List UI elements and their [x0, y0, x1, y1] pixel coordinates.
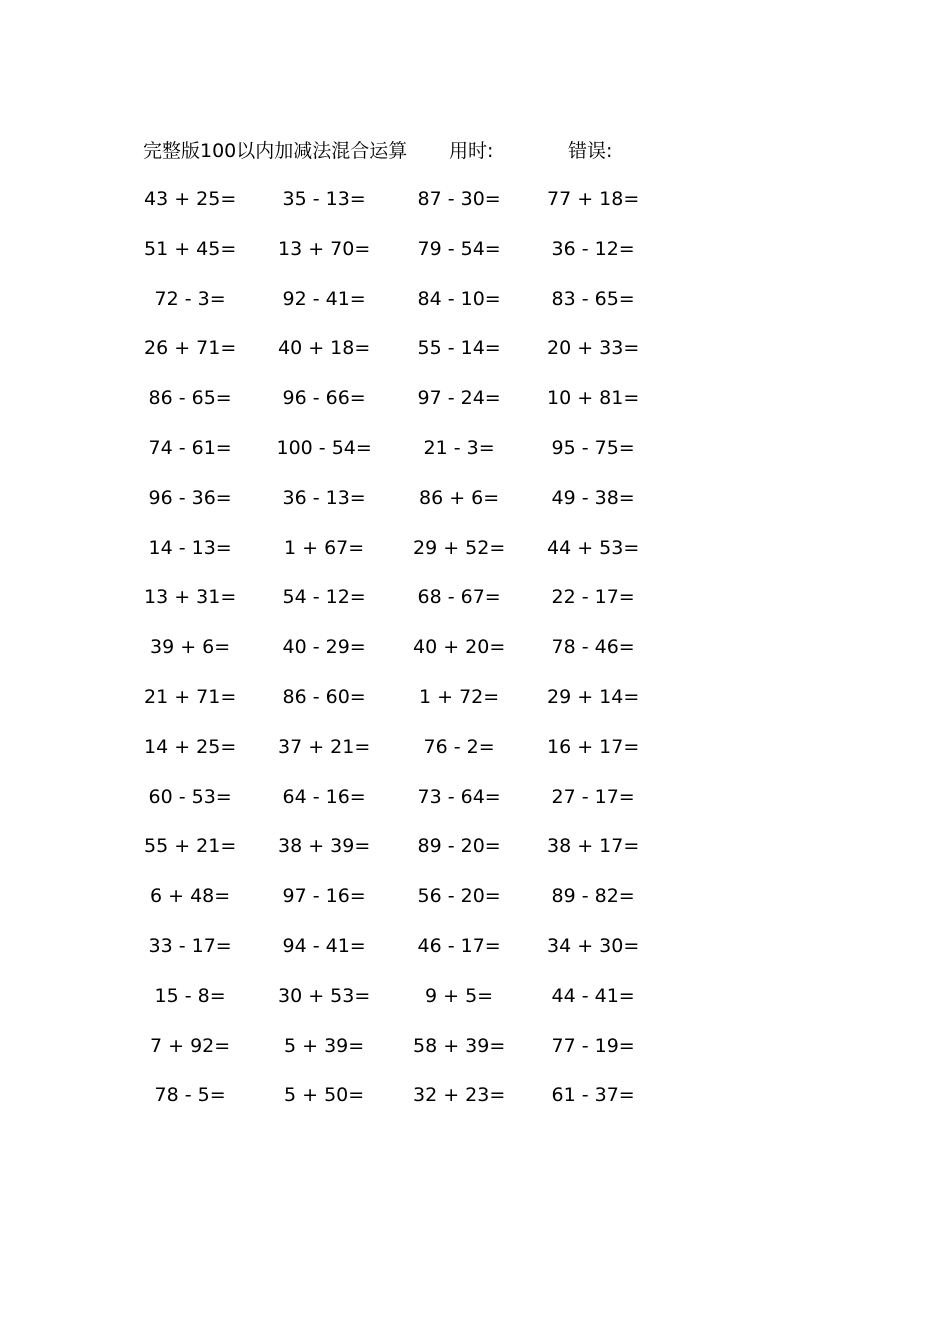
problem-r9-c4: 22 - 17=: [551, 586, 635, 609]
problem-r6-c3: 21 - 3=: [423, 437, 495, 459]
problem-r9-c1: 13 + 31=: [144, 586, 237, 609]
problem-r2-c4: 36 - 12=: [551, 237, 635, 260]
problem-r13-c2: 64 - 16=: [282, 785, 366, 808]
problem-r16-c4: 34 + 30=: [547, 935, 640, 957]
problem-r1-c1: 43 + 25=: [144, 188, 237, 210]
problem-r15-c4: 89 - 82=: [551, 885, 635, 908]
errors-label: 错误:: [568, 140, 613, 162]
problem-r2-c2: 13 + 70=: [278, 237, 371, 260]
problem-r17-c3: 9 + 5=: [425, 984, 494, 1007]
problem-r2-c1: 51 + 45=: [144, 237, 237, 260]
problem-r15-c3: 56 - 20=: [417, 885, 501, 908]
problem-r1-c3: 87 - 30=: [417, 188, 501, 210]
problem-r19-c2: 5 + 50=: [284, 1084, 365, 1107]
problem-r18-c3: 58 + 39=: [413, 1034, 506, 1057]
problem-r3-c3: 84 - 10=: [417, 287, 501, 310]
problem-r7-c4: 49 - 38=: [551, 486, 635, 509]
problem-r5-c4: 10 + 81=: [547, 387, 640, 410]
problem-r13-c1: 60 - 53=: [148, 785, 232, 808]
problem-r6-c4: 95 - 75=: [551, 437, 635, 459]
problem-r11-c1: 21 + 71=: [144, 686, 237, 708]
problem-r7-c1: 96 - 36=: [148, 486, 232, 509]
problem-r6-c1: 74 - 61=: [148, 437, 232, 459]
problem-r10-c3: 40 + 20=: [413, 636, 506, 659]
problem-r8-c1: 14 - 13=: [148, 536, 232, 559]
problem-r19-c3: 32 + 23=: [413, 1084, 506, 1107]
problem-r16-c3: 46 - 17=: [417, 935, 501, 957]
problem-r16-c2: 94 - 41=: [282, 935, 366, 957]
problem-r10-c1: 39 + 6=: [150, 636, 231, 659]
problem-r5-c2: 96 - 66=: [282, 387, 366, 410]
problem-r5-c1: 86 - 65=: [148, 387, 232, 410]
problem-r14-c2: 38 + 39=: [278, 835, 371, 858]
problem-r5-c3: 97 - 24=: [417, 387, 501, 410]
problem-r11-c4: 29 + 14=: [547, 686, 640, 708]
problem-r8-c3: 29 + 52=: [413, 536, 506, 559]
problem-r12-c4: 16 + 17=: [547, 735, 640, 758]
problem-r14-c4: 38 + 17=: [547, 835, 640, 858]
problem-r11-c3: 1 + 72=: [419, 686, 500, 708]
problem-r11-c2: 86 - 60=: [282, 686, 366, 708]
problem-r4-c4: 20 + 33=: [547, 337, 640, 360]
problem-r7-c3: 86 + 6=: [419, 486, 500, 509]
problem-r17-c4: 44 - 41=: [551, 984, 635, 1007]
problem-r17-c1: 15 - 8=: [154, 984, 226, 1007]
problem-r4-c3: 55 - 14=: [417, 337, 501, 360]
problem-r2-c3: 79 - 54=: [417, 237, 501, 260]
problem-r19-c1: 78 - 5=: [154, 1084, 226, 1107]
problem-r6-c2: 100 - 54=: [276, 437, 372, 459]
problem-r12-c2: 37 + 21=: [278, 735, 371, 758]
problem-r17-c2: 30 + 53=: [278, 984, 371, 1007]
problem-r13-c4: 27 - 17=: [551, 785, 635, 808]
problem-r3-c4: 83 - 65=: [551, 287, 635, 310]
time-label: 用时:: [449, 140, 494, 162]
problem-r12-c3: 76 - 2=: [423, 735, 495, 758]
problem-r14-c3: 89 - 20=: [417, 835, 501, 858]
problem-r15-c1: 6 + 48=: [150, 885, 231, 908]
problem-r10-c2: 40 - 29=: [282, 636, 366, 659]
problem-r1-c4: 77 + 18=: [547, 188, 640, 210]
problem-r18-c2: 5 + 39=: [284, 1034, 365, 1057]
problem-r3-c1: 72 - 3=: [154, 287, 226, 310]
problem-r16-c1: 33 - 17=: [148, 935, 232, 957]
problem-r15-c2: 97 - 16=: [282, 885, 366, 908]
problem-r9-c3: 68 - 67=: [417, 586, 501, 609]
problem-r12-c1: 14 + 25=: [144, 735, 237, 758]
problem-r8-c2: 1 + 67=: [284, 536, 365, 559]
problem-r10-c4: 78 - 46=: [551, 636, 635, 659]
problem-r3-c2: 92 - 41=: [282, 287, 366, 310]
problem-r13-c3: 73 - 64=: [417, 785, 501, 808]
problem-r14-c1: 55 + 21=: [144, 835, 237, 858]
problem-r18-c4: 77 - 19=: [551, 1034, 635, 1057]
problem-r8-c4: 44 + 53=: [547, 536, 640, 559]
problem-r7-c2: 36 - 13=: [282, 486, 366, 509]
problem-r4-c2: 40 + 18=: [278, 337, 371, 360]
worksheet-title: 完整版100以内加减法混合运算: [143, 140, 408, 162]
problem-r4-c1: 26 + 71=: [144, 337, 237, 360]
problem-r1-c2: 35 - 13=: [282, 188, 366, 210]
problem-r18-c1: 7 + 92=: [150, 1034, 231, 1057]
problem-r9-c2: 54 - 12=: [282, 586, 366, 609]
problem-r19-c4: 61 - 37=: [551, 1084, 635, 1107]
